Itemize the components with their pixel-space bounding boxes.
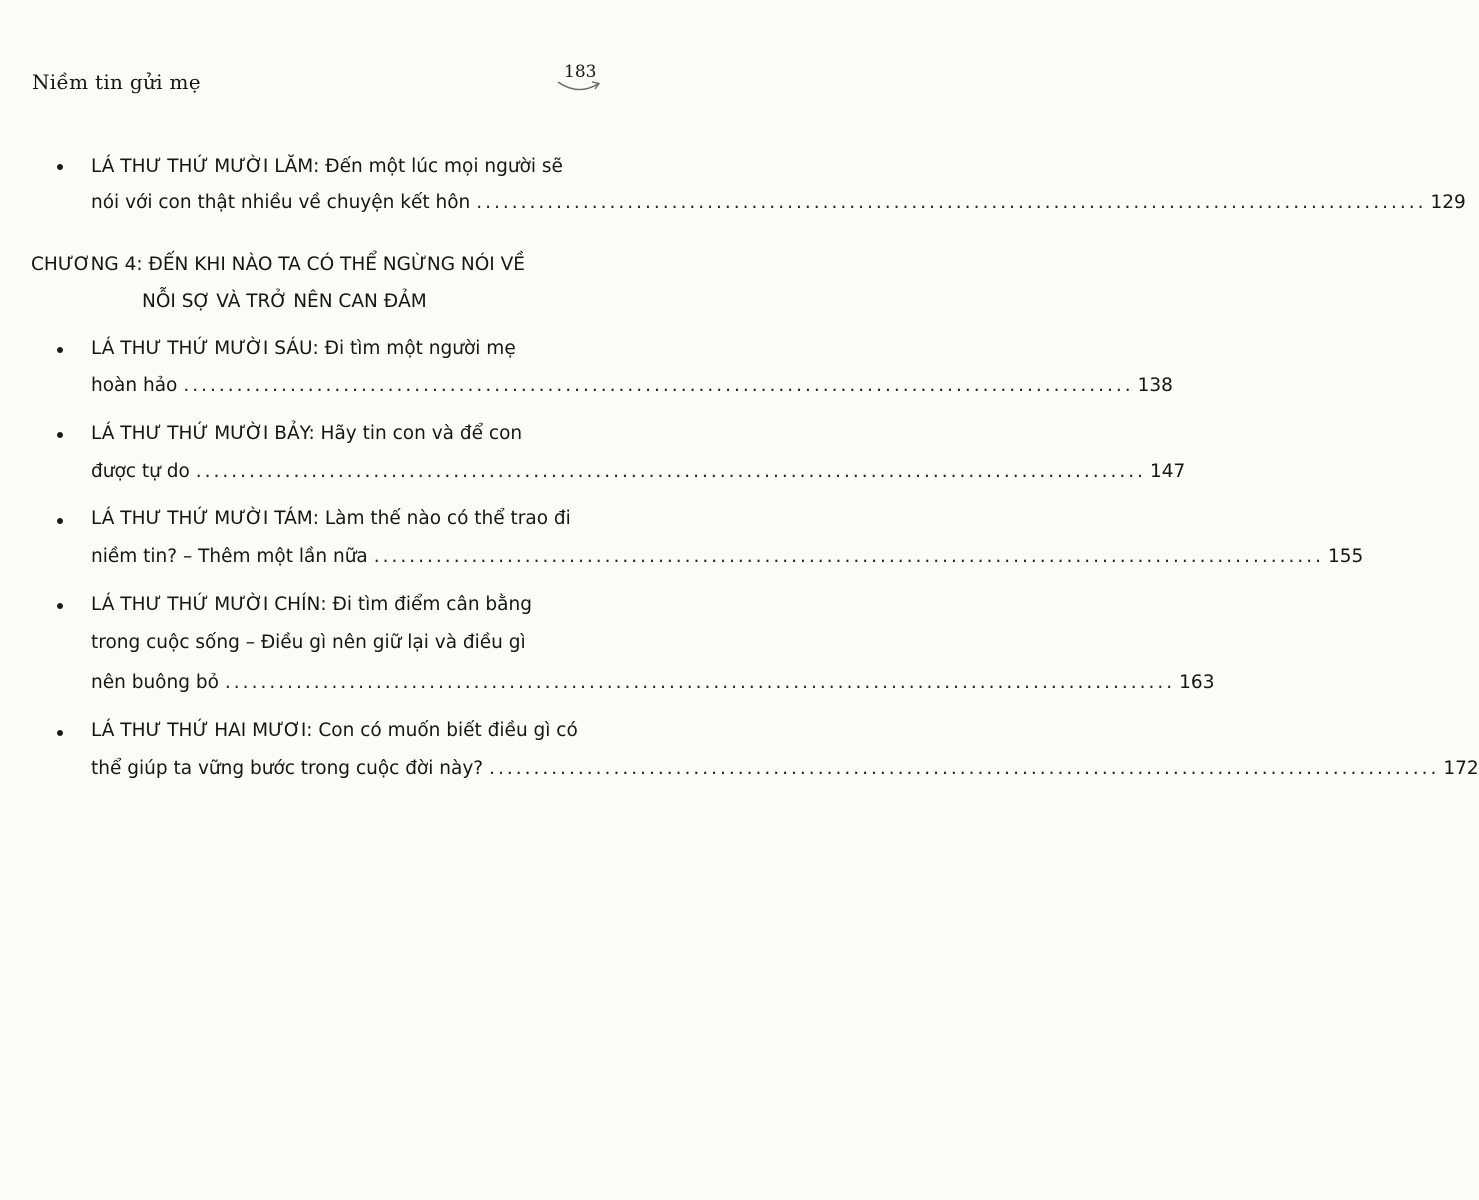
toc-entry-page: 147 <box>1150 461 1186 482</box>
toc-entry-title-cont: được tự do <box>91 461 190 482</box>
toc-entry-leader-line <box>91 671 1215 695</box>
toc-entry-page: 138 <box>1137 375 1173 396</box>
dot-leader: ........................................................................................................... <box>195 461 1146 482</box>
bullet-icon <box>57 432 63 438</box>
dot-leader: ........................................................................................................... <box>476 192 1427 213</box>
bullet-icon <box>57 347 63 353</box>
toc-entry-title: LÁ THƯ THỨ MƯỜI BẢY: Hãy tin con và để con <box>91 423 523 444</box>
bullet-icon <box>57 164 63 170</box>
chapter-heading: CHƯƠNG 4: ĐẾN KHI NÀO TA CÓ THỂ NGỪNG NÓI VỀ <box>31 254 525 275</box>
toc-entry-leader-line <box>91 374 1173 398</box>
bullet-icon <box>57 518 63 524</box>
toc-entry-title: LÁ THƯ THỨ MƯỜI SÁU: Đi tìm một người mẹ <box>91 338 516 359</box>
toc-entry-page: 129 <box>1430 192 1466 213</box>
toc-entry-leader-line <box>91 191 1466 215</box>
toc-entry-leader-line <box>91 460 1186 484</box>
toc-entry-page: 163 <box>1179 672 1215 693</box>
dot-leader: ........................................................................................................... <box>489 758 1440 779</box>
toc-entry-leader-line <box>91 545 1364 569</box>
page-number: 183 <box>564 62 597 82</box>
dot-leader: ........................................................................................................... <box>183 375 1134 396</box>
toc-entry-leader-line <box>91 757 1479 781</box>
dot-leader: ........................................................................................................... <box>224 672 1176 693</box>
dot-leader: ........................................................................................................... <box>373 546 1324 567</box>
toc-entry-page: 172 <box>1443 758 1479 779</box>
toc-entry-title: LÁ THƯ THỨ MƯỜI CHÍN: Đi tìm điểm cân bằng <box>91 594 532 615</box>
running-title: Niềm tin gửi mẹ <box>32 70 201 94</box>
toc-entry-title-cont: thể giúp ta vững bước trong cuộc đời này? <box>91 758 484 779</box>
toc-entry-page: 155 <box>1328 546 1364 567</box>
toc-entry-title: LÁ THƯ THỨ MƯỜI TÁM: Làm thế nào có thể trao đi <box>91 508 571 529</box>
curved-arrow-icon <box>556 76 606 98</box>
toc-entry-title-cont: niềm tin? – Thêm một lần nữa <box>91 546 368 567</box>
bullet-icon <box>57 730 63 736</box>
toc-entry-title: LÁ THƯ THỨ HAI MƯƠI: Con có muốn biết điều gì có <box>91 720 578 741</box>
toc-entry-title-cont: hoàn hảo <box>91 375 178 396</box>
toc-entry-title-cont: nên buông bỏ <box>91 672 219 693</box>
toc-entry-title-cont: trong cuộc sống – Điều gì nên giữ lại và điều gì <box>91 632 526 653</box>
toc-entry-title: LÁ THƯ THỨ MƯỜI LĂM: Đến một lúc mọi người sẽ <box>91 156 563 177</box>
bullet-icon <box>57 603 63 609</box>
page-number-block <box>556 58 606 98</box>
toc-entry-title-cont: nói với con thật nhiều về chuyện kết hôn <box>91 192 471 213</box>
chapter-heading-cont: NỖI SỢ VÀ TRỞ NÊN CAN ĐẢM <box>142 291 427 312</box>
